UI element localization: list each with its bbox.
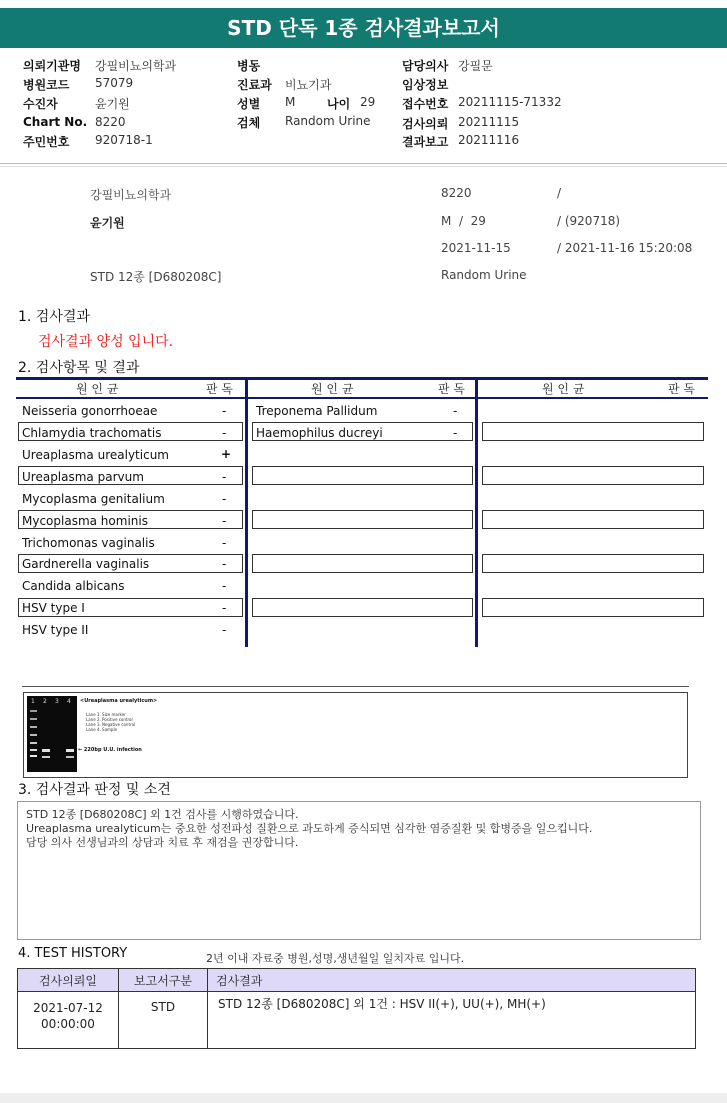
table-row bbox=[18, 992, 696, 1049]
pathogen-name: Mycoplasma genitalium bbox=[22, 492, 165, 506]
pathogen-name: Trichomonas vaginalis bbox=[22, 536, 155, 550]
history-time: 00:00:00 bbox=[41, 1017, 95, 1031]
header-value: 비뇨기과 bbox=[285, 78, 332, 92]
summary-sex-age: M / 29 bbox=[441, 214, 486, 228]
pathogen-name: Haemophilus ducreyi bbox=[256, 426, 383, 440]
header-label: 나이 bbox=[327, 97, 351, 111]
col-header-result: 판 독 bbox=[206, 382, 233, 396]
header-value: 강필비뇨의학과 bbox=[95, 59, 177, 73]
col-header-result: 판 독 bbox=[668, 382, 695, 396]
section4-title: 4. TEST HISTORY bbox=[18, 946, 128, 961]
gel-lane-number: 1 bbox=[31, 698, 35, 705]
gel-image-panel bbox=[23, 692, 688, 778]
history-type: STD bbox=[119, 992, 208, 1049]
summary-date-recv: 2021-11-15 bbox=[441, 241, 511, 255]
gel-legend-item: Lane 1. Size marker bbox=[86, 712, 126, 717]
gel-lane-number: 2 bbox=[43, 698, 47, 705]
report-title: STD 단독 1종 검사결과보고서 bbox=[0, 8, 727, 48]
header-value: 20211115 bbox=[458, 115, 520, 129]
header-info bbox=[0, 54, 727, 154]
gel-photo bbox=[27, 696, 77, 772]
header-value: 20211116 bbox=[458, 133, 520, 147]
table-header-rule bbox=[16, 397, 708, 399]
history-date-cell bbox=[18, 992, 119, 1049]
header-value: 57079 bbox=[95, 76, 134, 90]
history-note: 2년 이내 자료중 병원,성명,생년월일 일치자료 입니다. bbox=[206, 952, 465, 965]
col-header-pathogen: 원 인 균 bbox=[76, 382, 119, 396]
pathogen-result: - bbox=[453, 426, 458, 440]
header-value: 20211115-71332 bbox=[458, 95, 562, 109]
pathogen-name: Neisseria gonorrhoeae bbox=[22, 404, 158, 418]
header-label: 검체 bbox=[237, 116, 261, 130]
header-label: Chart No. bbox=[23, 115, 88, 129]
row-box bbox=[252, 554, 473, 573]
col-header-pathogen: 원 인 균 bbox=[542, 382, 585, 396]
pathogen-result: - bbox=[453, 404, 458, 418]
pathogen-result: - bbox=[222, 426, 227, 440]
gel-legend-item: Lane 3. Negative control bbox=[86, 722, 136, 727]
row-box bbox=[482, 510, 704, 529]
findings-line: STD 12종 [D680208C] 외 1건 검사를 시행하였습니다. bbox=[26, 808, 299, 821]
gel-lane-number: 4 bbox=[67, 698, 71, 705]
row-box bbox=[482, 422, 704, 441]
header-label: 병원코드 bbox=[23, 78, 70, 92]
header-value: 강필문 bbox=[458, 59, 493, 73]
pathogen-name: HSV type II bbox=[22, 623, 89, 637]
summary-chart: 8220 bbox=[441, 186, 472, 200]
header-label: 병동 bbox=[237, 59, 261, 73]
gel-legend-item: Lane 2. Positive control bbox=[86, 717, 133, 722]
header-label: 검사의뢰 bbox=[402, 117, 449, 131]
history-header: 검사결과 bbox=[208, 969, 696, 992]
summary-hospital: 강필비뇨의학과 bbox=[90, 188, 172, 202]
pathogen-name: HSV type I bbox=[22, 601, 85, 615]
header-value: 29 bbox=[360, 95, 376, 109]
gel-band-label: ← 220bp U.U. infection bbox=[78, 747, 142, 753]
pathogen-result: - bbox=[222, 557, 227, 571]
col-header-pathogen: 원 인 균 bbox=[311, 382, 354, 396]
gel-lane-number: 3 bbox=[55, 698, 59, 705]
pathogen-result: - bbox=[222, 514, 227, 528]
table-top-rule bbox=[16, 377, 708, 380]
header-label: 진료과 bbox=[237, 78, 272, 92]
column-divider bbox=[245, 377, 248, 647]
pathogen-name-positive: Ureaplasma urealyticum bbox=[22, 448, 169, 462]
header-value: 윤기원 bbox=[95, 97, 130, 111]
pathogen-name: Ureaplasma parvum bbox=[22, 470, 144, 484]
summary-id: / (920718) bbox=[557, 214, 621, 228]
row-box bbox=[482, 554, 704, 573]
pathogen-result: - bbox=[222, 601, 227, 615]
pathogen-name: Chlamydia trachomatis bbox=[22, 426, 162, 440]
col-header-result: 판 독 bbox=[438, 382, 465, 396]
pathogen-result: - bbox=[222, 404, 227, 418]
pathogen-result: - bbox=[222, 579, 227, 593]
summary-date-report: / 2021-11-16 15:20:08 bbox=[557, 241, 693, 255]
pathogen-result: - bbox=[222, 536, 227, 550]
row-box bbox=[252, 510, 473, 529]
pathogen-result: - bbox=[222, 470, 227, 484]
pathogen-result: - bbox=[222, 492, 227, 506]
findings-line: Ureaplasma urealyticum는 중요한 성전파성 질환으로 과도하게 증식되면 심각한 염증질환 및 합병증을 일으킵니다. bbox=[26, 822, 593, 835]
gel-title: <Ureaplasma urealyticum> bbox=[80, 698, 158, 704]
history-header: 보고서구분 bbox=[119, 969, 208, 992]
header-label: 임상정보 bbox=[402, 78, 449, 92]
header-label: 결과보고 bbox=[402, 135, 449, 149]
pathogen-name: Gardnerella vaginalis bbox=[22, 557, 150, 571]
row-box bbox=[482, 598, 704, 617]
gel-top-rule bbox=[22, 686, 689, 687]
pathogen-result-positive: + bbox=[221, 447, 232, 461]
row-box bbox=[482, 466, 704, 485]
section1-result: 검사결과 양성 입니다. bbox=[38, 334, 174, 350]
row-box bbox=[252, 466, 473, 485]
header-label: 성별 bbox=[237, 97, 261, 111]
header-value: Random Urine bbox=[285, 114, 371, 128]
gel-legend-item: Lane 4. Sample bbox=[86, 727, 118, 732]
pathogen-name: Candida albicans bbox=[22, 579, 125, 593]
summary-specimen: Random Urine bbox=[441, 268, 527, 282]
history-header: 검사의뢰일 bbox=[18, 969, 119, 992]
summary-patient: 윤기원 bbox=[90, 216, 125, 230]
row-box bbox=[252, 598, 473, 617]
gel-bands bbox=[27, 696, 77, 772]
column-divider bbox=[475, 377, 478, 647]
results-table bbox=[16, 377, 708, 647]
history-result: STD 12종 [D680208C] 외 1건 : HSV II(+), UU(+), MH(+) bbox=[208, 992, 696, 1049]
section2-title: 2. 검사항목 및 결과 bbox=[18, 360, 140, 376]
header-value: M bbox=[285, 95, 296, 109]
section3-title: 3. 검사결과 판정 및 소견 bbox=[18, 782, 171, 798]
history-table bbox=[17, 968, 696, 1049]
header-divider bbox=[0, 163, 727, 164]
header-divider bbox=[0, 166, 727, 167]
summary-slash: / bbox=[557, 186, 562, 200]
footer-bar bbox=[0, 1093, 727, 1103]
summary-test: STD 12종 [D680208C] bbox=[90, 270, 222, 284]
header-label: 주민번호 bbox=[23, 135, 70, 149]
section1-title: 1. 검사결과 bbox=[18, 309, 90, 325]
pathogen-result: - bbox=[222, 623, 227, 637]
pathogen-name: Mycoplasma hominis bbox=[22, 514, 148, 528]
pathogen-name: Treponema Pallidum bbox=[256, 404, 378, 418]
header-label: 의뢰기관명 bbox=[23, 59, 81, 73]
history-date: 2021-07-12 bbox=[33, 1001, 103, 1015]
header-value: 920718-1 bbox=[95, 133, 153, 147]
header-label: 담당의사 bbox=[402, 59, 449, 73]
header-label: 수진자 bbox=[23, 97, 58, 111]
gel-legend bbox=[86, 712, 135, 732]
header-value: 8220 bbox=[95, 115, 126, 129]
header-label: 접수번호 bbox=[402, 97, 449, 111]
findings-box bbox=[17, 801, 701, 940]
findings-line: 담당 의사 선생님과의 상담과 치료 후 재검을 권장합니다. bbox=[26, 836, 299, 849]
